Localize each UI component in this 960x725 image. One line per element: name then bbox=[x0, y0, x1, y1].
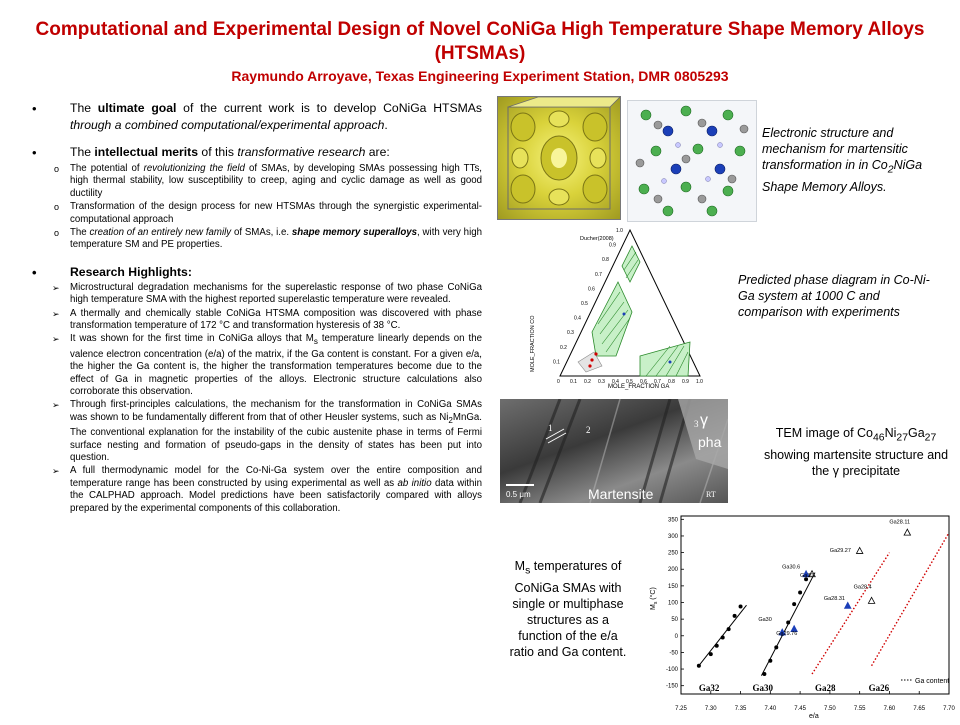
phase-left-tick: 0.4 bbox=[574, 315, 581, 322]
author-line: Raymundo Arroyave, Texas Engineering Experiment Station, DMR 0805293 bbox=[231, 68, 729, 84]
ms-point bbox=[904, 529, 910, 535]
phase-bottom-tick: 0.8 bbox=[668, 379, 675, 385]
ms-ylabel: $M_s$ (°C) bbox=[650, 587, 659, 610]
ms-legend-label: Ga content bbox=[915, 678, 950, 685]
ms-point bbox=[727, 627, 731, 631]
page-title: Computational and Experimental Design of Novel CoNiGa High Temperature Shape Memory Alloys (HTSMAs) bbox=[35, 19, 925, 64]
left-column bbox=[30, 100, 482, 516]
phase-left-tick: 0.2 bbox=[560, 344, 567, 351]
ms-point bbox=[762, 672, 766, 676]
ms-plot-frame bbox=[681, 516, 949, 694]
ms-annotation: Ga28.31 bbox=[823, 596, 845, 603]
ms-annotation: Ga29.27 bbox=[829, 547, 851, 554]
ms-point bbox=[721, 635, 725, 639]
ms-ytick-label: 50 bbox=[671, 617, 678, 624]
phase-diagram-caption: Predicted phase diagram in Co-Ni-Ga system at 1000 C and comparison with experiments bbox=[738, 273, 930, 319]
phase-bottom-tick: 0.3 bbox=[598, 379, 605, 385]
ms-point bbox=[739, 604, 743, 608]
ms-point bbox=[697, 664, 701, 668]
phase-bottom-tick: 0.1 bbox=[570, 379, 577, 385]
phase-left-tick: 0.7 bbox=[595, 271, 602, 278]
ms-xtick-label: 7.40 bbox=[764, 706, 777, 712]
highlight-item: ➢ Microstructural degradation mechanisms for the superelastic response of two phase CoNiGa high temperature SMA with the highest reported superelastic temperature were revealed. bbox=[52, 281, 482, 306]
merit-item: o The creation of an entirely new family of SMAs, i.e. shape memory superalloys, with very high temperature SM and PE properties. bbox=[54, 227, 482, 251]
highlight-item: ➢ A thermally and chemically stable CoNiGa HTSMA composition was discovered with phase transformation temperature of 172 °C and transformation hysteresis of 38 °C. bbox=[52, 307, 482, 332]
ms-trend-line bbox=[872, 533, 949, 666]
ms-ytick-label: 300 bbox=[667, 533, 678, 540]
ms-ytick-label: 250 bbox=[667, 550, 678, 557]
ms-point bbox=[792, 602, 796, 606]
ms-group-label: Ga28 bbox=[815, 683, 836, 693]
ms-point bbox=[786, 620, 790, 624]
phase-bottom-tick: 0.5 bbox=[626, 379, 633, 385]
ms-point bbox=[856, 547, 862, 553]
tem-image bbox=[500, 399, 728, 503]
phase-bottom-tick: 0.9 bbox=[682, 379, 689, 385]
ms-ytick-label: -50 bbox=[669, 650, 678, 657]
highlight-item: ➢ Through first-principles calculations, the mechanism for the transformation in CoNiGa SMAs was shown to be fundamentally different from that of other Heusler systems, such as $Ni_2MnGa$. The conventional explanation for the instability of the cubic austenite phase in terms of Fermi surface nesting and formation of pseudo-gaps in the density of states has been put into question. bbox=[52, 399, 482, 463]
phase-bottom-tick: 0.6 bbox=[640, 379, 647, 385]
ms-point bbox=[798, 591, 802, 595]
tem-gamma-label: γ bbox=[700, 412, 708, 429]
phase-left-tick: 0.6 bbox=[588, 286, 595, 293]
merits-bullet: • The intellectual merits of this transformative research are: bbox=[30, 144, 482, 161]
ms-xtick-label: 7.45 bbox=[794, 706, 806, 712]
tem-rt-label: RT bbox=[706, 490, 716, 499]
ms-xtick-label: 7.50 bbox=[824, 706, 836, 712]
phase-left-tick: 0.3 bbox=[567, 330, 574, 337]
ms-group-label: Ga26 bbox=[868, 683, 890, 693]
ms-ytick-label: 350 bbox=[667, 517, 678, 524]
ms-annotation: Ga30 bbox=[800, 572, 814, 579]
ms-ytick-label: -150 bbox=[665, 683, 678, 690]
ms-chart-caption: $M_s$ temperatures of CoNiGa SMAs with single or multiphase structures as a function of the e/a ratio and Ga content. bbox=[509, 559, 627, 659]
ms-ytick-label: 200 bbox=[667, 567, 678, 574]
ms-annotation: Ga30.6 bbox=[782, 564, 801, 571]
ms-xlabel: e/a bbox=[809, 713, 819, 720]
ms-point bbox=[715, 644, 719, 648]
merit-item: o The potential of revolutionizing the field of SMAs, by developing SMAs possessing high TTs, high thermal stability, low susceptibility to creep, aging and cyclic damage as well as good ductility bbox=[54, 163, 482, 199]
ms-annotation: Ga29.76 bbox=[776, 631, 798, 638]
ms-point bbox=[845, 602, 851, 608]
ms-xtick-label: 7.35 bbox=[734, 706, 747, 712]
ms-xtick-label: 7.65 bbox=[913, 706, 926, 712]
phase-bottom-tick: 0.2 bbox=[584, 379, 591, 385]
phase-left-tick: 0.8 bbox=[602, 257, 609, 264]
crystal-structure-image bbox=[627, 100, 757, 222]
electronic-structure-caption: Electronic structure and mechanism for martensitic transformation in in $Co_2NiGa$ Shape Memory Alloys. bbox=[762, 126, 923, 194]
ms-xtick-label: 7.55 bbox=[853, 706, 866, 712]
ms-annotation: Ga28.11 bbox=[889, 519, 911, 526]
ms-ytick-label: 150 bbox=[667, 583, 678, 590]
ms-group-label: Ga30 bbox=[752, 683, 773, 693]
tem-caption: TEM image of $Co_{46}Ni_{27}Ga_{27}$ showing martensite structure and the γ precipitate bbox=[763, 426, 949, 478]
phase-left-tick: 0.5 bbox=[581, 301, 588, 307]
ms-ytick-label: 100 bbox=[667, 600, 678, 607]
ms-ytick-label: -100 bbox=[665, 667, 678, 674]
ternary-phase-diagram bbox=[520, 222, 730, 390]
merit-item: o Transformation of the design process for new HTSMAs through the synergistic experimental-computational approach bbox=[54, 201, 482, 225]
ms-point bbox=[733, 614, 737, 618]
tem-phase-label: pha bbox=[698, 434, 722, 450]
ms-xtick-label: 7.70 bbox=[943, 706, 955, 712]
tem-marker-2: 2 bbox=[586, 425, 591, 435]
tem-marker-1: 1 bbox=[548, 423, 553, 433]
ms-point bbox=[774, 645, 778, 649]
ms-group-label: Ga32 bbox=[698, 683, 720, 693]
highlight-item: ➢ It was shown for the first time in CoNiGa alloys that $M_s$ temperature linearly depends on the valence electron concentration (e/a) of the matrix, if the Ga content is constant. For a given e/a, the higher the Ga content is, the higher the transformation temperatures become due to the effect of Ga in magnetic properties of the alloys. Electronic structure calculations also corroborate this observation. bbox=[52, 333, 482, 398]
ms-xtick-label: 7.25 bbox=[675, 706, 687, 712]
phase-bottom-tick: 0.7 bbox=[654, 379, 661, 385]
phase-source-label: Ducher(2008) bbox=[580, 236, 614, 242]
fermi-surface-image bbox=[497, 96, 621, 220]
highlight-item: ➢ A full thermodynamic model for the Co-Ni-Ga system over the entire composition and temperature range has been constructed by using experimental as well as ab initio data within the CALPHAD approach. Model predictions have been satisfactorily compared with alloys prepared by the experimental components of this collaboration. bbox=[52, 465, 482, 514]
phase-bottom-tick: 1.0 bbox=[696, 379, 703, 385]
phase-zero-label: 0 bbox=[557, 379, 560, 385]
goal-bullet: • The ultimate goal of the current work is to develop CoNiGa HTSMAs through a combined computational/experimental approach. bbox=[30, 100, 482, 134]
phase-left-tick: 0.1 bbox=[553, 359, 560, 366]
phase-bottom-tick: 0.4 bbox=[612, 379, 619, 385]
tem-scale-bar: 0.5 μm bbox=[506, 490, 531, 499]
phase-left-tick: 0.9 bbox=[609, 242, 616, 249]
tem-martensite-label: Martensite bbox=[588, 486, 654, 502]
ms-annotation: Ga28.4 bbox=[853, 584, 872, 591]
phase-left-axis-label: MOLE_FRACTION CO bbox=[530, 315, 536, 372]
ms-ytick-label: 0 bbox=[674, 633, 678, 640]
phase-left-tick: 1.0 bbox=[616, 228, 623, 234]
ms-annotation: Ga30 bbox=[758, 617, 772, 624]
highlights-heading: • Research Highlights: bbox=[30, 264, 482, 281]
ms-xtick-label: 7.30 bbox=[704, 706, 717, 712]
phase-bottom-axis-label: MOLE_FRACTION GA bbox=[608, 384, 670, 390]
ms-xtick-label: 7.60 bbox=[883, 706, 896, 712]
ms-point bbox=[868, 597, 874, 603]
ms-point bbox=[768, 659, 772, 663]
ms-point bbox=[709, 652, 713, 656]
tem-marker-3: 3 bbox=[694, 419, 699, 429]
ms-chart bbox=[645, 510, 957, 720]
